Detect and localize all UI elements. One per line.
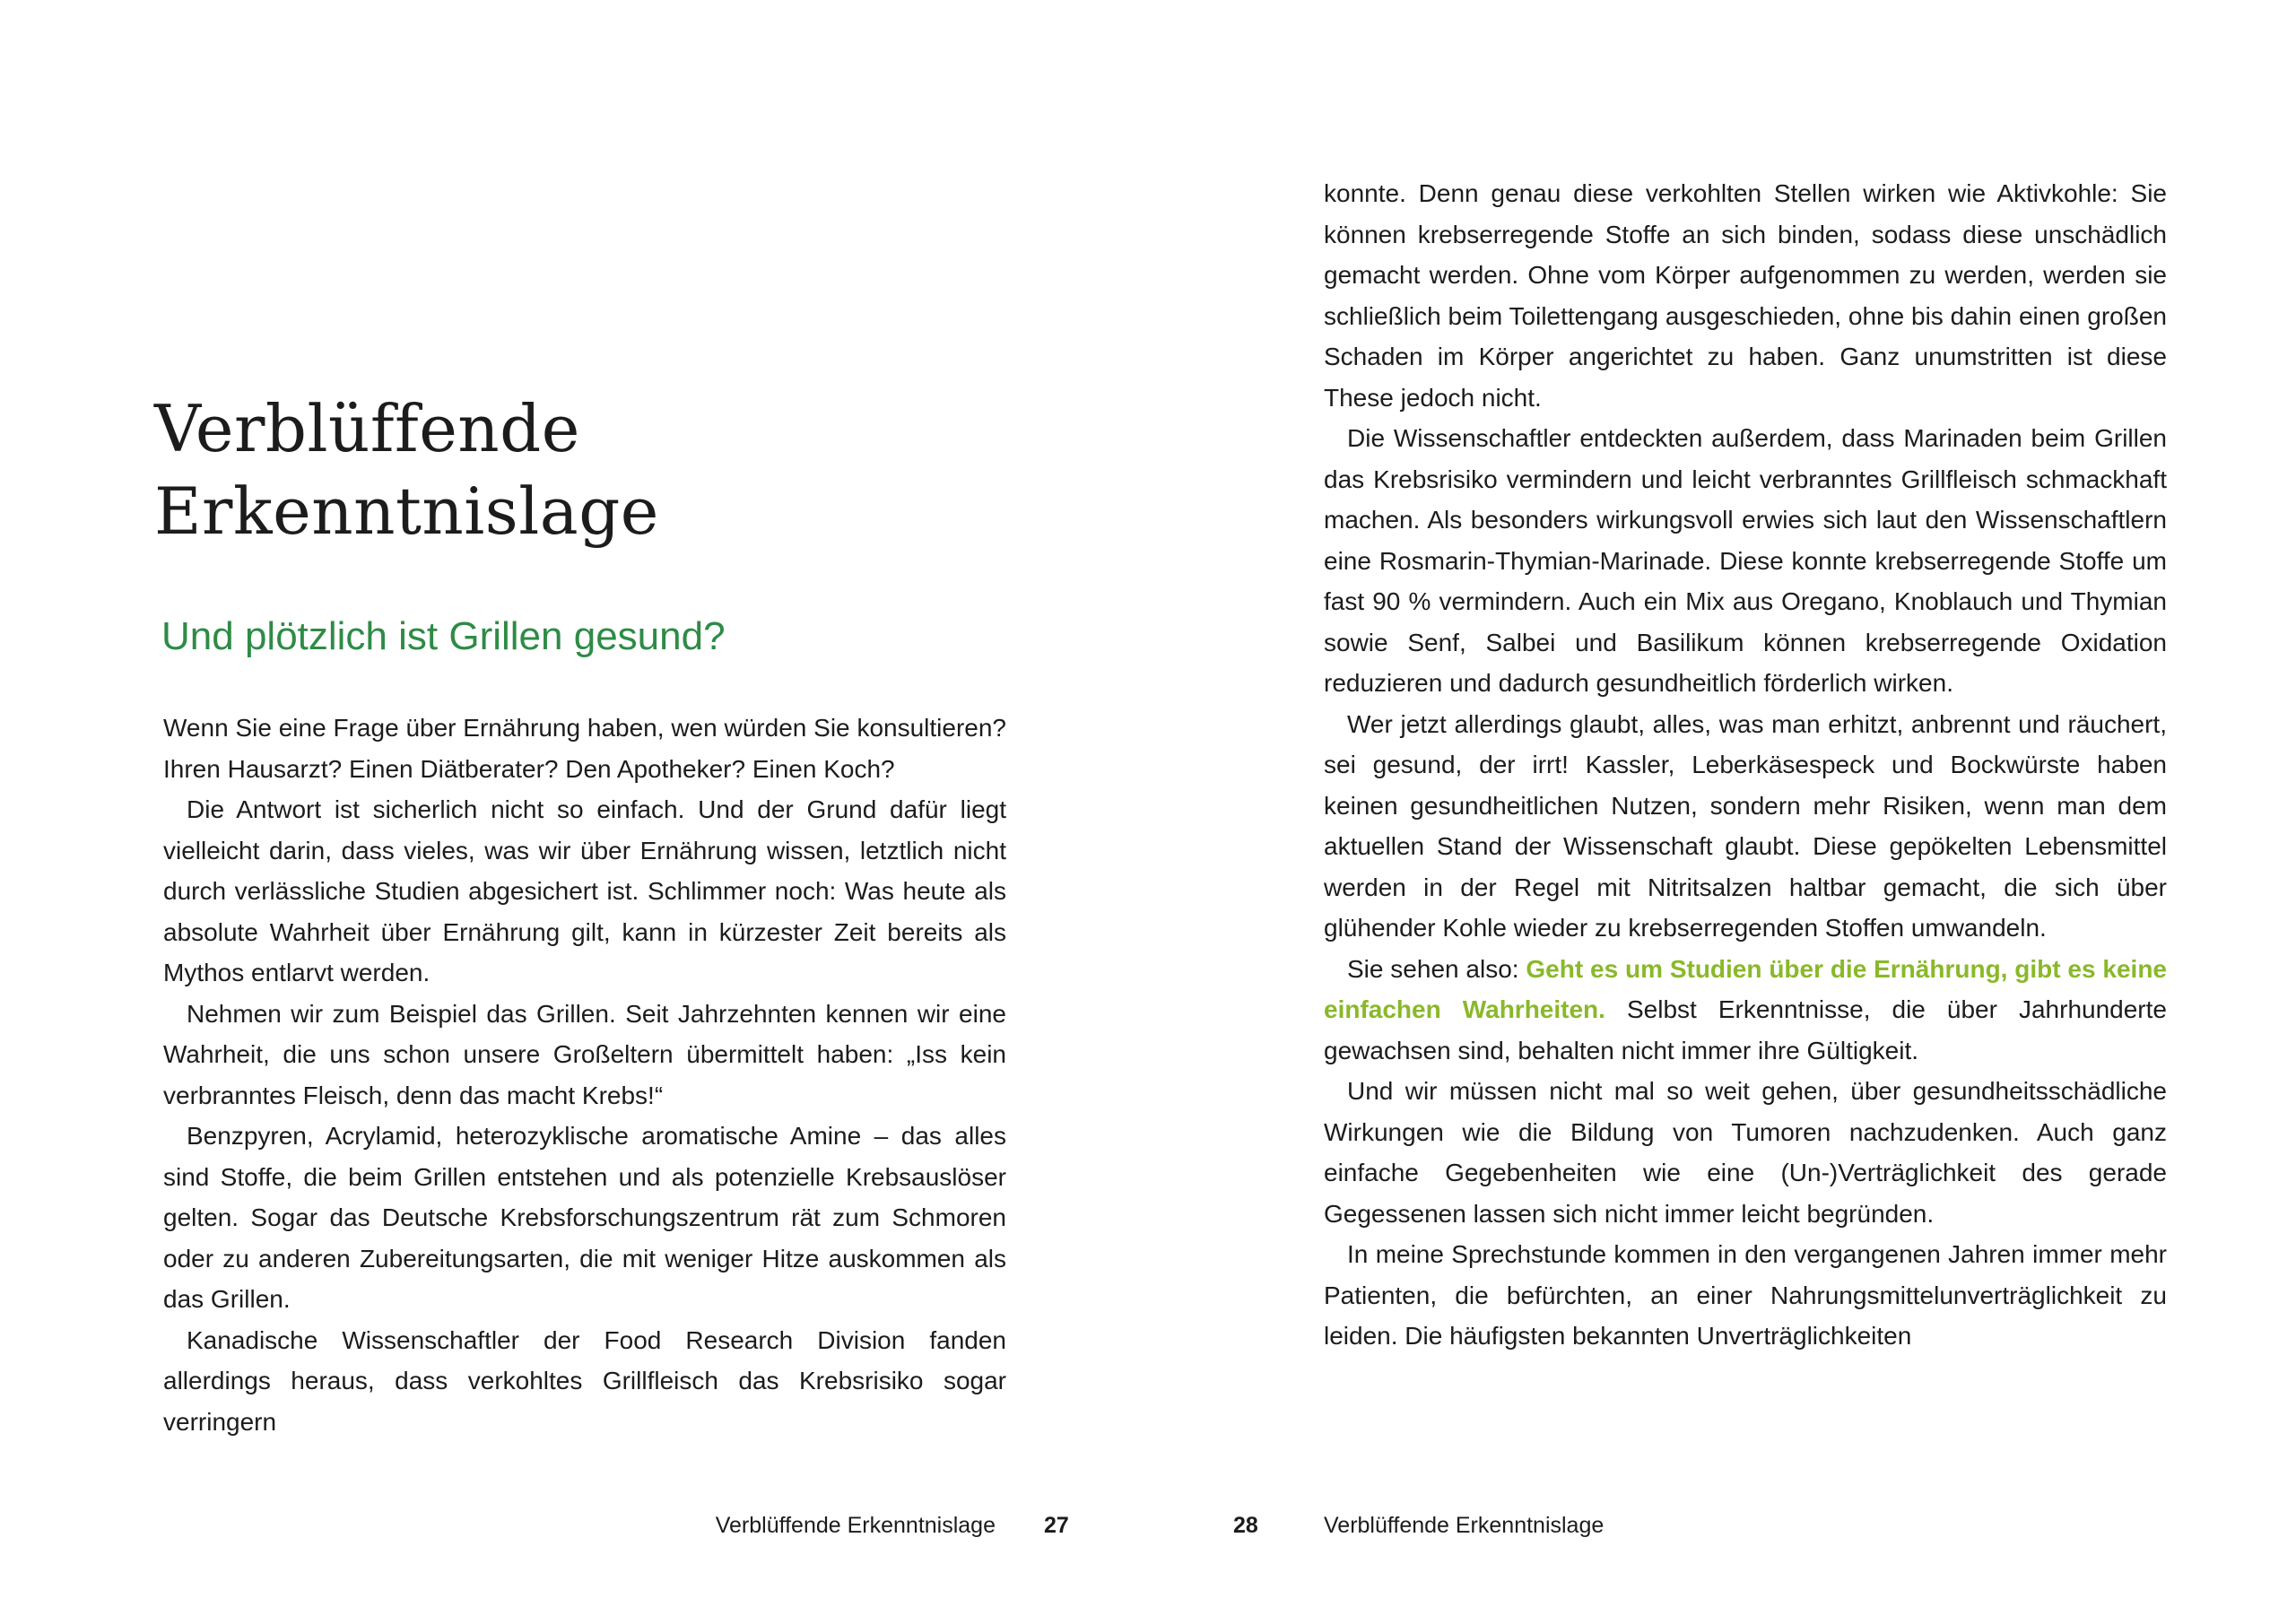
right-page (1148, 0, 2296, 1607)
chapter-title-line2: Erkenntnislage (154, 473, 659, 549)
highlighted-statement: Geht es um Studien über die Ernährung, gibt es keine einfachen Wahrheiten. (1324, 954, 2167, 1023)
paragraph: konnte. Denn genau diese verkohlten Stellen wirken wie Aktivkohle: Sie können krebserregende Stoffe an sich binden, sodass diese unschädlich gemacht werden. Ohne vom Körper aufgenommen zu werden, werden sie schließlich beim Toilettengang ausgeschieden, ohne bis dahin einen großen Schaden im Körper angerichtet zu haben. Ganz unumstritten ist diese These jedoch nicht. (1324, 179, 2167, 412)
chapter-title-line1: Verblüffende (154, 391, 580, 466)
section-subtitle: Und plötzlich ist Grillen gesund? (161, 614, 726, 658)
highlight-paragraph (1324, 949, 2167, 1072)
left-body-text (163, 708, 1006, 1442)
paragraph: Benzpyren, Acrylamid, heterozyklische aromatische Amine – das alles sind Stoffe, die beim Grillen entstehen und als potenzielle Krebsauslöser gelten. Sogar das Deutsche Krebsforschungszentrum rät zum Schmoren oder zu anderen Zubereitungsarten, die mit weniger Hitze auskommen als das Grillen. (163, 1122, 1006, 1313)
paragraph: In meine Sprechstunde kommen in den vergangenen Jahren immer mehr Patienten, die befürchten, an einer Nahrungsmittelunverträglichkeit zu leiden. Die häufigsten bekannten Unverträglichkeiten (1324, 1240, 2167, 1350)
paragraph: Wer jetzt allerdings glaubt, alles, was man erhitzt, anbrennt und räuchert, sei gesund, der irrt! Kassler, Leberkäsespeck und Bockwürste haben keinen gesundheitlichen Nutzen, sondern mehr Risiken, wenn man dem aktuellen Stand der Wissenschaft glaubt. Diese gepökelten Lebensmittel werden in der Regel mit Nitritsalzen haltbar gemacht, die sich über glühender Kohle wieder zu krebserregenden Stoffen umwandeln. (1324, 709, 2167, 942)
paragraph: Die Wissenschaftler entdeckten außerdem, dass Marinaden beim Grillen das Krebsrisiko vermindern und leicht verbranntes Grillfleisch schmackhaft machen. Als besonders wirkungsvoll erwies sich laut den Wissenschaftlern eine Rosmarin-Thymian-Marinade. Diese konnte krebserregende Stoffe um fast 90 % vermindern. Auch ein Mix aus Oregano, Knoblauch und Thymian sowie Senf, Salbei und Basilikum können krebserregende Oxidation reduzieren und dadurch gesundheitlich förderlich wirken. (1324, 424, 2167, 697)
right-body-text (1324, 173, 2167, 1357)
running-footer-title: Verblüffende Erkenntnislage (715, 1513, 996, 1538)
chapter-title (154, 387, 961, 552)
paragraph: Die Antwort ist sicherlich nicht so einfach. Und der Grund dafür liegt vielleicht darin, dass vieles, was wir über Ernährung wissen, letztlich nicht durch verlässliche Studien abgesichert ist. Schlimmer noch: Was heute als absolute Wahrheit über Ernährung gilt, kann in kürzester Zeit bereits als Mythos entlarvt werden. (163, 795, 1006, 986)
paragraph: Und wir müssen nicht mal so weit gehen, über gesundheitsschädliche Wirkungen wie die Bildung von Tumoren nachzudenken. Auch ganz einfache Gegebenheiten wie eine (Un-)Verträglichkeit des gerade Gegessenen lassen sich nicht immer leicht begründen. (1324, 1077, 2167, 1228)
highlight-before: Sie sehen also: (1347, 954, 1526, 983)
highlight-after: Selbst Erkenntnisse, die über Jahrhunderte gewachsen sind, behalten nicht immer ihre Gültigkeit. (1324, 995, 2167, 1064)
running-footer-title: Verblüffende Erkenntnislage (1324, 1513, 1605, 1538)
paragraph: Kanadische Wissenschaftler der Food Research Division fanden allerdings heraus, dass verkohltes Grillfleisch das Krebsrisiko sogar verringern (163, 1325, 1006, 1436)
page-number: 28 (1233, 1513, 1258, 1538)
paragraph: Nehmen wir zum Beispiel das Grillen. Seit Jahrzehnten kennen wir eine Wahrheit, die uns schon unsere Großeltern übermittelt haben: „Iss kein verbranntes Fleisch, denn das macht Krebs!“ (163, 999, 1006, 1109)
page-number: 27 (1044, 1513, 1069, 1538)
paragraph: Wenn Sie eine Frage über Ernährung haben, wen würden Sie konsultieren? Ihren Hausarzt? Einen Diätberater? Den Apotheker? Einen Koch? (163, 714, 1006, 783)
